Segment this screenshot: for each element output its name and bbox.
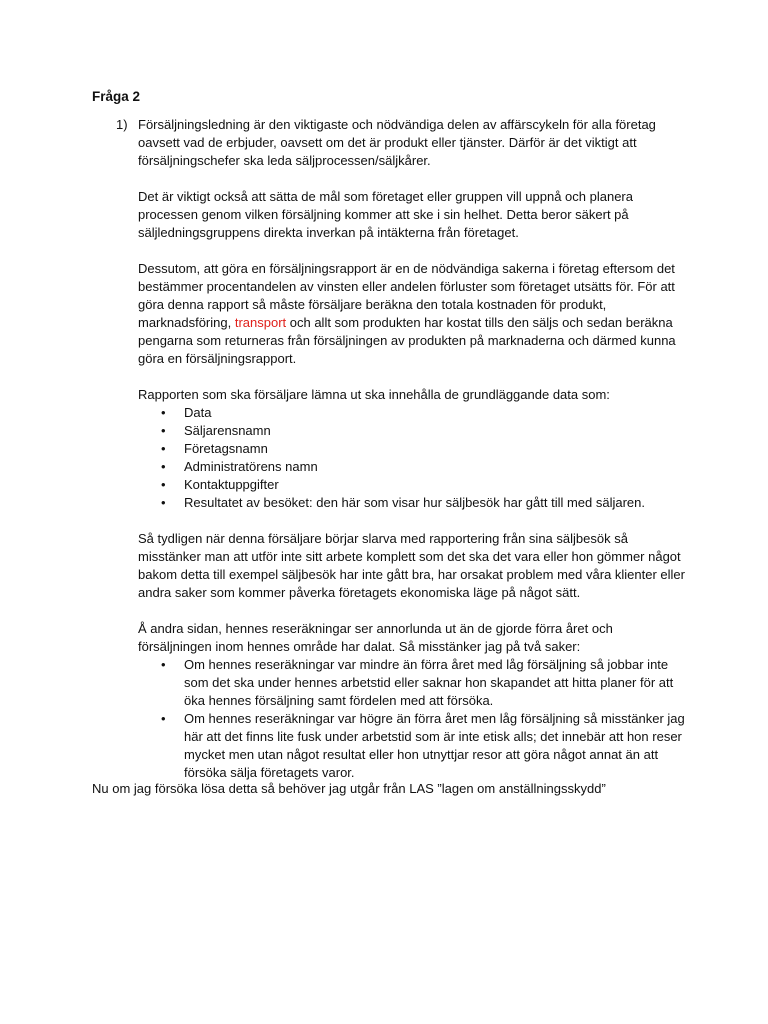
bullet-icon: • — [161, 495, 166, 510]
paragraph-sales-report — [138, 260, 686, 368]
paragraph-text: Dessutom, att göra en försäljningsrapport är en de nödvändiga sakerna i företag eftersom det bestämmer procentandelen av vinsten eller andelen förluster som företaget utsätts för. För att göra denna rapport så måste försäljare beräkna den totala kostnaden för produkt, marknadsföring, — [138, 261, 675, 330]
bullet-icon: • — [161, 711, 166, 726]
paragraph-reporting-neglect: Så tydligen när denna försäljare börjar slarva med rapportering från sina säljbesök så misstänker man att utför inte sitt arbete komplett som det ska det vara eller hon gömmer något bakom detta till exempel säljbesök har inte gått bra, har orsakat problem med våra klienter eller andra saker som kommer påverka företagets ekonomiska läge på något sätt. — [138, 531, 685, 600]
bullet-icon: • — [161, 441, 166, 456]
list-item: • Säljarensnamn — [161, 423, 271, 438]
suspicions-list — [138, 656, 686, 782]
bullet-icon: • — [161, 423, 166, 438]
paragraph-expense-reports: Å andra sidan, hennes reseräkningar ser annorlunda ut än de gjorde förra året och försäljningen inom hennes område har dalat. Så misstänker jag på två saker: — [138, 621, 613, 654]
bullet-icon: • — [161, 657, 166, 672]
question-heading: Fråga 2 — [92, 89, 141, 104]
list-item: • Data — [161, 405, 212, 420]
answer-body — [138, 116, 686, 782]
list-item: • Administratörens namn — [161, 459, 318, 474]
paragraph-report-contents: Rapporten som ska försäljare lämna ut ska innehålla de grundläggande data som: — [138, 387, 610, 402]
list-number: 1) — [116, 117, 128, 132]
report-items-list — [138, 404, 686, 512]
bullet-icon: • — [161, 477, 166, 492]
closing-line: Nu om jag försöka lösa detta så behöver jag utgår från LAS ”lagen om anställningsskydd” — [92, 781, 606, 796]
list-item: • Företagsnamn — [161, 441, 268, 456]
paragraph-sales-management: Försäljningsledning är den viktigaste och nödvändiga delen av affärscykeln för alla företag oavsett vad de erbjuder, oavsett om det är produkt eller tjänster. Därför är det viktigt att försäljningschefer ska leda säljprocessen/säljkårer. — [138, 117, 656, 168]
list-item: • Om hennes reseräkningar var högre än förra året men låg försäljning så misstänker jag här att det finns lite fusk under arbetstid som är inte etisk alls; det innebär att hon reser mycket men utan något resultat eller hon utnyttjar resor att göra något annat än att försöka sälja företagets varor. — [161, 711, 685, 780]
paragraph-text: och allt som produkten har kostat tills den säljs och sedan beräkna pengarna som returneras från försäljningen av produkten på marknaderna och därmed kunna göra en försäljningsrapport. — [138, 315, 676, 366]
list-item: • Om hennes reseräkningar var mindre än förra året med låg försäljning så jobbar inte som det ska under hennes arbetstid eller saknar hon skapandet att hitta planer för att öka hennes försäljning samt fördelen med att försöka. — [161, 657, 674, 708]
bullet-icon: • — [161, 405, 166, 420]
list-item: • Kontaktuppgifter — [161, 477, 279, 492]
bullet-icon: • — [161, 459, 166, 474]
list-item: • Resultatet av besöket: den här som visar hur säljbesök har gått till med säljaren. — [161, 495, 646, 510]
paragraph-goals: Det är viktigt också att sätta de mål som företaget eller gruppen vill uppnå och planera processen genom vilken försäljning kommer att ske i sin helhet. Detta beror säkert på säljledningsgruppens direkta inverkan på intäkterna från företaget. — [138, 189, 633, 240]
highlighted-word: transport — [234, 315, 287, 330]
